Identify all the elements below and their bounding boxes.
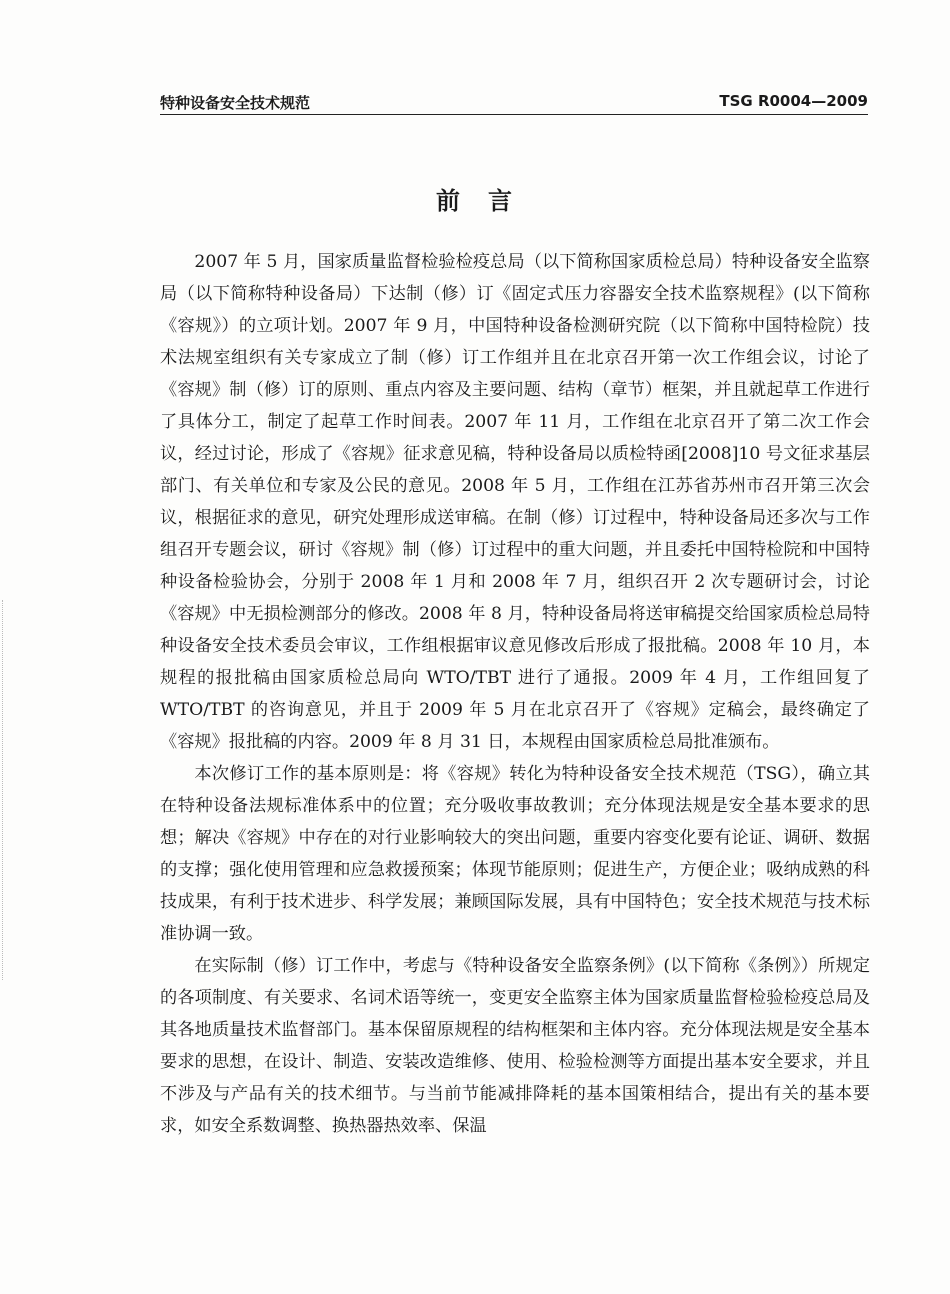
document-body [160, 246, 870, 1142]
header-standard-category: 特种设备安全技术规范 [160, 94, 311, 112]
paragraph: 在实际制（修）订工作中，考虑与《特种设备安全监察条例》(以下简称《条例》）所规定的各项制度、有关要求、名词术语等统一，变更安全监察主体为国家质量监督检验检疫总局及其各地质量技术监督部门。基本保留原规程的结构框架和主体内容。充分体现法规是安全基本要求的思想，在设计、制造、安装改造维修、使用、检验检测等方面提出基本安全要求，并且不涉及与产品有关的技术细节。与当前节能减排降耗的基本国策相结合，提出有关的基本要求，如安全系数调整、换热器热效率、保温 [160, 956, 870, 1136]
scan-edge-mark [2, 600, 5, 980]
running-header [160, 90, 868, 115]
paragraph: 本次修订工作的基本原则是：将《容规》转化为特种设备安全技术规范（TSG），确立其在特种设备法规标准体系中的位置；充分吸收事故教训；充分体现法规是安全基本要求的思想；解决《容规》中存在的对行业影响较大的突出问题，重要内容变化要有论证、调研、数据的支撑；强化使用管理和应急救援预案；体现节能原则；促进生产，方便企业；吸纳成熟的科技成果，有利于技术进步、科学发展；兼顾国际发展，具有中国特色；安全技术规范与技术标准协调一致。 [160, 764, 870, 944]
section-title: 前 言 [436, 187, 514, 215]
paragraph: 2007 年 5 月，国家质量监督检验检疫总局（以下简称国家质检总局）特种设备安全监察局（以下简称特种设备局）下达制（修）订《固定式压力容器安全技术监察规程》(以下简称《容规》）的立项计划。2007 年 9 月，中国特种设备检测研究院（以下简称中国特检院）技术法规室组织有关专家成立了制（修）订工作组并且在北京召开第一次工作组会议，讨论了《容规》制（修）订的原则、重点内容及主要问题、结构（章节）框架，并且就起草工作进行了具体分工，制定了起草工作时间表。2007 年 11 月，工作组在北京召开了第二次工作会议，经过讨论，形成了《容规》征求意见稿，特种设备局以质检特函[2008]10 号文征求基层部门、有关单位和专家及公民的意见。2008 年 5 月，工作组在江苏省苏州市召开第三次会议，根据征求的意见，研究处理形成送审稿。在制（修）订过程中，特种设备局还多次与工作组召开专题会议，研讨《容规》制（修）订过程中的重大问题，并且委托中国特检院和中国特种设备检验协会，分别于 2008 年 1 月和 2008 年 7 月，组织召开 2 次专题研讨会，讨论《容规》中无损检测部分的修改。2008 年 8 月，特种设备局将送审稿提交给国家质检总局特种设备安全技术委员会审议，工作组根据审议意见修改后形成了报批稿。2008 年 10 月，本规程的报批稿由国家质检总局向 WTO/TBT 进行了通报。2009 年 4 月，工作组回复了 WTO/TBT 的咨询意见，并且于 2009 年 5 月在北京召开了《容规》定稿会，最终确定了《容规》报批稿的内容。2009 年 8 月 31 日，本规程由国家质检总局批准颁布。 [160, 252, 870, 752]
header-standard-code: TSG R0004—2009 [719, 92, 868, 110]
